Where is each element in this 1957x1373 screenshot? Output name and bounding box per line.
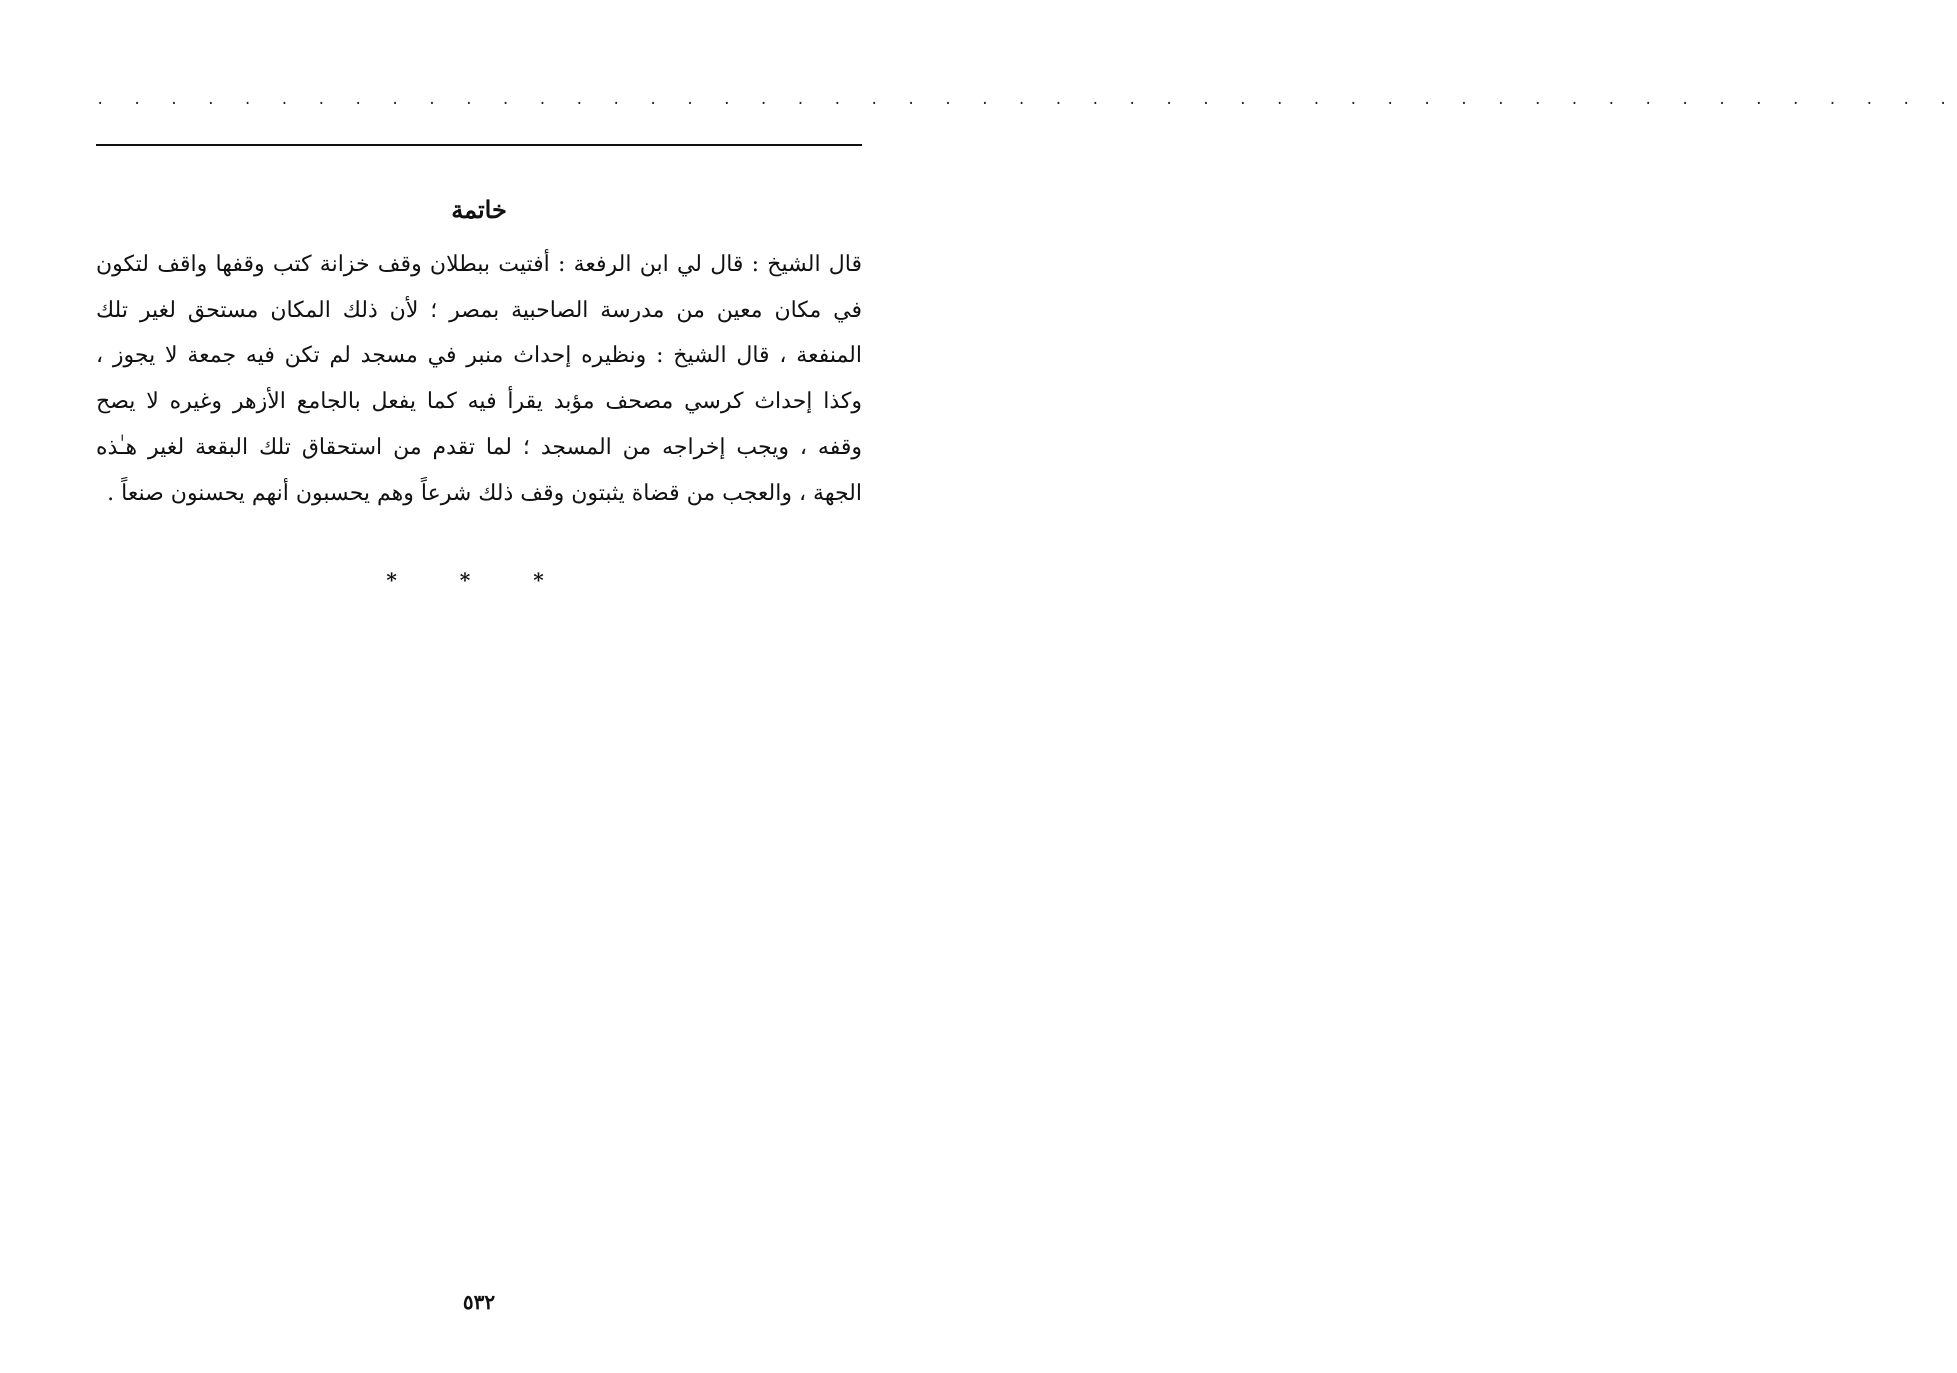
section-title: خاتمة [451,195,507,224]
asterisk-separator: * * * [386,568,572,592]
page-number: ٥٣٢ [462,1290,496,1314]
body-paragraph: قال الشيخ : قال لي ابن الرفعة : أفتيت ببطلان وقف خزانة كتب وقفها واقف لتكون في مكان معين من مدرسة الصاحبية بمصر ؛ لأن ذلك المكان مستحق لغير تلك المنفعة ، قال الشيخ : ونظيره إحداث منبر في مسجد لم تكن فيه جمعة لا يجوز ، وكذا إحداث كرسي مصحف مؤبد يقرأ فيه كما يفعل بالجامع الأزهر وغيره لا يصح وقفه ، ويجب إخراجه من المسجد ؛ لما تقدم من استحقاق تلك البقعة لغير هـٰذه الجهة ، والعجب من قضاة يثبتون وقف ذلك شرعاً وهم يحسبون أنهم يحسنون صنعاً . [96,252,862,506]
header-dotted-line: . . . . . . . . . . . . . . . . . . . . . . . . . . . . . . . . . . . . . . . . . . . . . . . . . . . [96,92,1957,108]
header-rule [96,144,862,146]
